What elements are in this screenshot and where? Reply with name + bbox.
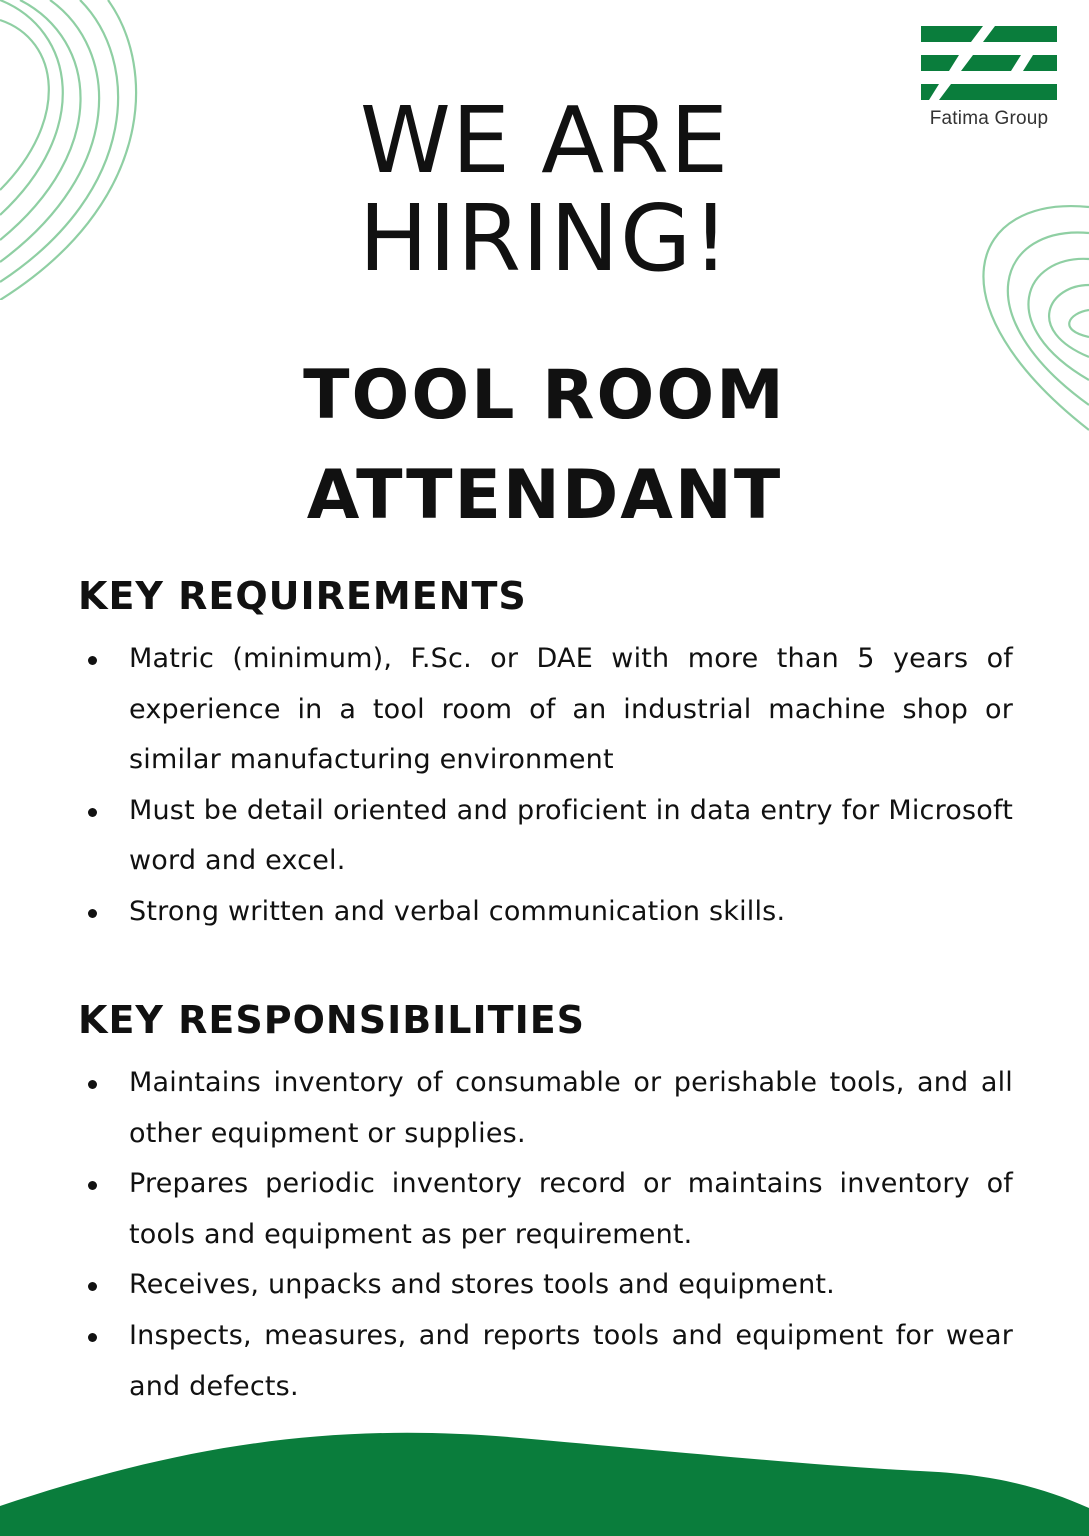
list-item-text: Must be detail oriented and proficient in data entry for Microsoft word and excel. bbox=[129, 794, 1013, 877]
bullet-icon bbox=[88, 1080, 97, 1089]
requirements-heading: KEY REQUIREMENTS bbox=[78, 574, 527, 618]
hiring-headline bbox=[0, 87, 1089, 292]
bullet-icon bbox=[88, 808, 97, 817]
list-item bbox=[78, 1058, 1013, 1159]
list-item-text: Maintains inventory of consumable or perishable tools, and all other equipment or supplies. bbox=[129, 1067, 1013, 1149]
list-item-text: Inspects, measures, and reports tools and equipment for wear and defects. bbox=[129, 1319, 1013, 1402]
list-item bbox=[78, 1260, 1013, 1311]
bullet-icon bbox=[88, 656, 97, 665]
bottom-green-wave bbox=[0, 1426, 1089, 1536]
bullet-icon bbox=[88, 1181, 97, 1190]
list-item bbox=[78, 634, 1013, 786]
requirements-list bbox=[78, 634, 1013, 938]
responsibilities-section bbox=[78, 992, 1013, 1412]
headline-text: WE ARE HIRING! bbox=[358, 87, 731, 292]
job-title-text: TOOL ROOM ATTENDANT bbox=[303, 356, 786, 535]
requirements-section bbox=[78, 568, 1013, 938]
list-item bbox=[78, 887, 1013, 938]
bullet-icon bbox=[88, 1333, 97, 1342]
list-item-text: Prepares periodic inventory record or maintains inventory of tools and equipment as per requirement. bbox=[129, 1168, 1013, 1250]
fatima-group-logo-icon bbox=[921, 26, 1057, 100]
responsibilities-heading: KEY RESPONSIBILITIES bbox=[78, 998, 586, 1042]
list-item-text: Matric (minimum), F.Sc. or DAE with more than 5 years of experience in a tool room of an industrial machine shop or similar manufacturing environment bbox=[129, 643, 1013, 776]
list-item bbox=[78, 786, 1013, 887]
bullet-icon bbox=[88, 1282, 97, 1291]
list-item-text: Strong written and verbal communication skills. bbox=[129, 895, 786, 927]
list-item bbox=[78, 1159, 1013, 1260]
list-item-text: Receives, unpacks and stores tools and equipment. bbox=[129, 1269, 835, 1301]
company-name: Fatima Group bbox=[929, 108, 1049, 129]
list-item bbox=[78, 1311, 1013, 1412]
responsibilities-list bbox=[78, 1058, 1013, 1412]
job-title bbox=[0, 346, 1089, 546]
bullet-icon bbox=[88, 909, 97, 918]
